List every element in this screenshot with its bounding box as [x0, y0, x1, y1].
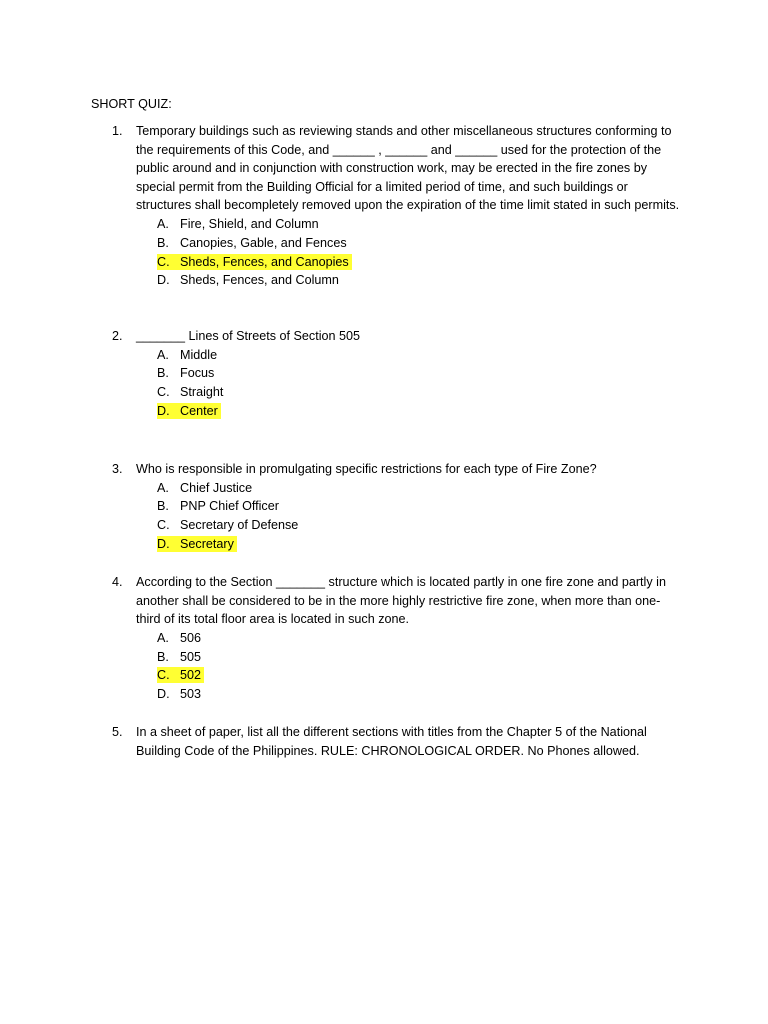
option-text: Fire, Shield, and Column	[180, 216, 319, 231]
option-letter: A.	[157, 480, 169, 495]
option-text: 505	[180, 649, 202, 664]
option-list	[157, 346, 682, 421]
option-letter: C.	[157, 518, 170, 533]
option-letter: C.	[157, 385, 170, 400]
option-c-answer	[157, 666, 682, 685]
question-1	[112, 122, 682, 290]
option-text: 506	[180, 630, 202, 645]
option-text: Chief Justice	[180, 480, 253, 495]
option-text: 502	[180, 668, 202, 683]
option-b	[157, 497, 682, 516]
option-text: Secretary	[180, 536, 234, 551]
option-letter: A.	[157, 630, 169, 645]
question-4	[112, 573, 682, 704]
option-list	[157, 479, 682, 554]
option-letter: D.	[157, 273, 170, 288]
answer-highlight	[157, 536, 237, 552]
option-text: Straight	[180, 385, 224, 400]
question-2	[112, 327, 682, 421]
question-5	[112, 723, 682, 760]
option-b	[157, 234, 682, 253]
option-c	[157, 516, 682, 535]
option-text: Middle	[180, 347, 218, 362]
option-c	[157, 383, 682, 402]
answer-highlight	[157, 667, 204, 683]
question-text: In a sheet of paper, list all the different sections with titles from the Chapter 5 of the National Building Code of the Philippines. RULE: CHRONOLOGICAL ORDER. No Phones allowed.	[136, 725, 647, 758]
option-letter: D.	[157, 687, 170, 702]
question-number: 3.	[112, 462, 123, 476]
option-d-answer	[157, 402, 682, 421]
option-a	[157, 346, 682, 365]
quiz-title: SHORT QUIZ:	[91, 97, 172, 111]
option-letter: D.	[157, 536, 170, 551]
option-list	[157, 629, 682, 704]
answer-highlight	[157, 254, 352, 270]
option-a	[157, 479, 682, 498]
option-text: Focus	[180, 366, 215, 381]
option-b	[157, 648, 682, 667]
option-text: PNP Chief Officer	[180, 499, 279, 514]
option-letter: C.	[157, 668, 170, 683]
option-letter: D.	[157, 403, 170, 418]
option-a	[157, 629, 682, 648]
option-letter: B.	[157, 235, 169, 250]
option-a	[157, 215, 682, 234]
option-c-answer	[157, 253, 682, 272]
option-text: Center	[180, 403, 218, 418]
question-number: 5.	[112, 725, 123, 739]
option-letter: A.	[157, 216, 169, 231]
option-text: Canopies, Gable, and Fences	[180, 235, 347, 250]
option-letter: B.	[157, 499, 169, 514]
question-text: Temporary buildings such as reviewing stands and other miscellaneous structures conforming to the requirements of this Code, and ______ , ______ and ______ used for the protection of the public around and in conjunction with construction work, may be erected in the fire zones by special permit from the Building Official for a limited period of time, and such buildings or structures shall becompletely removed upon the expiration of the time limit stated in such permits.	[136, 124, 680, 213]
option-text: Sheds, Fences, and Column	[180, 273, 339, 288]
question-text: According to the Section _______ structure which is located partly in one fire zone and partly in another shall be considered to be in the more highly restrictive fire zone, when more than one-third of its total floor area is located in such zone.	[136, 575, 666, 627]
question-number: 1.	[112, 124, 123, 138]
option-letter: B.	[157, 366, 169, 381]
option-letter: B.	[157, 649, 169, 664]
option-text: 503	[180, 687, 202, 702]
option-text: Sheds, Fences, and Canopies	[180, 254, 349, 269]
option-letter: A.	[157, 347, 169, 362]
option-list	[157, 215, 682, 290]
option-text: Secretary of Defense	[180, 518, 299, 533]
answer-highlight	[157, 403, 221, 419]
option-d	[157, 271, 682, 290]
option-d	[157, 685, 682, 704]
question-text: _______ Lines of Streets of Section 505	[136, 329, 361, 343]
question-3	[112, 460, 682, 554]
question-number: 4.	[112, 575, 123, 589]
option-b	[157, 364, 682, 383]
question-number: 2.	[112, 329, 123, 343]
question-text: Who is responsible in promulgating specific restrictions for each type of Fire Zone?	[136, 462, 597, 476]
option-letter: C.	[157, 254, 170, 269]
option-d-answer	[157, 535, 682, 554]
